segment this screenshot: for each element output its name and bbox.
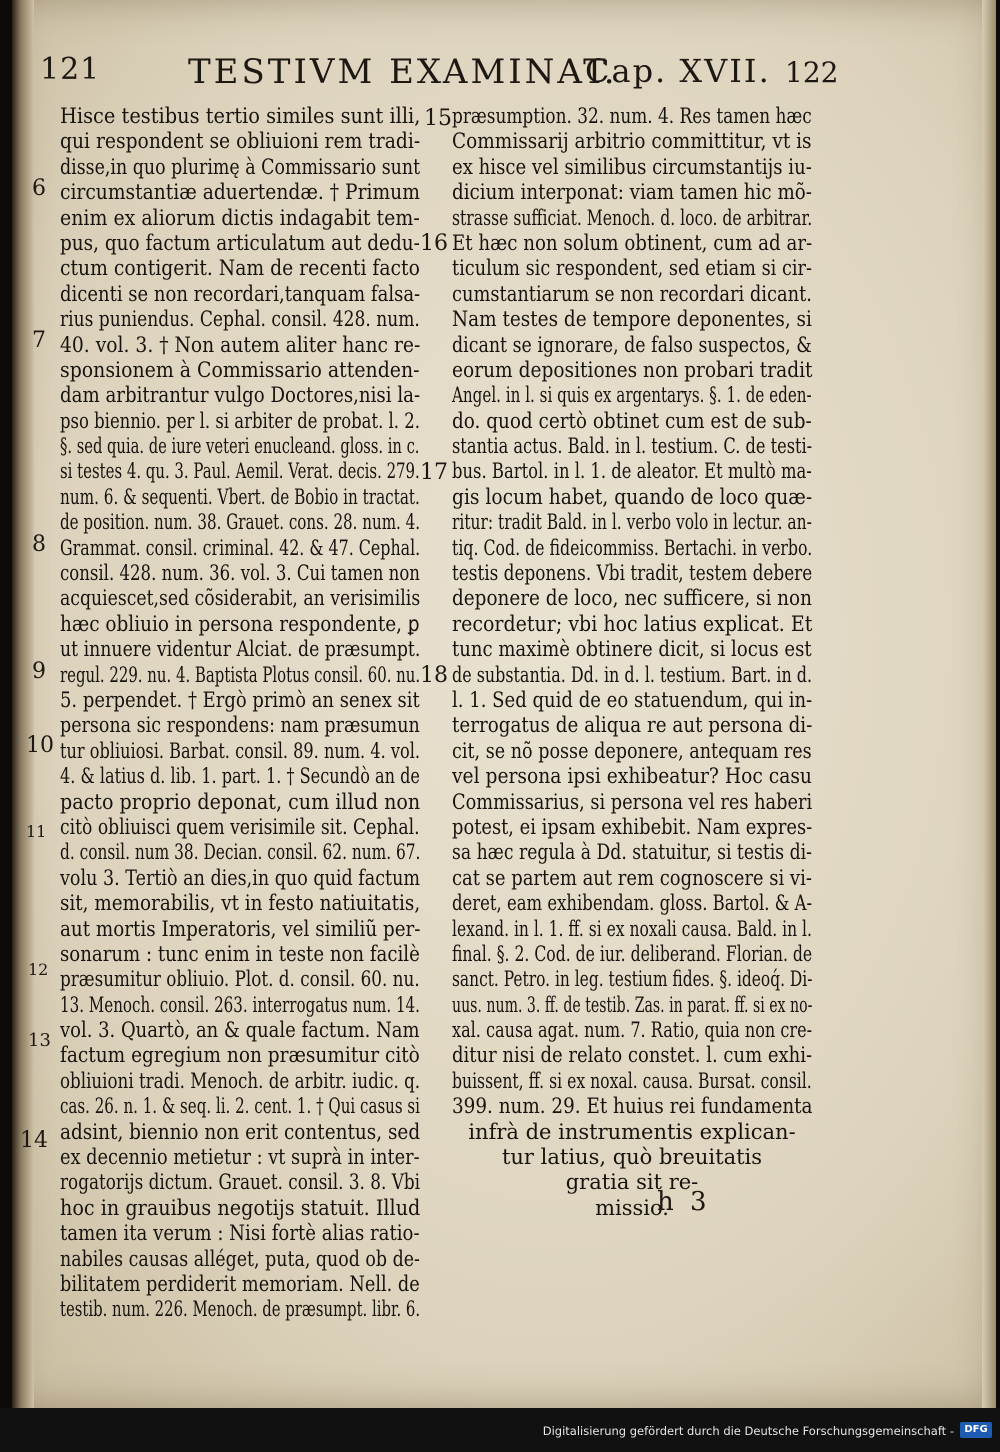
text-line: factum egregium non præsumitur citò — [60, 1043, 420, 1068]
text-line: l. 1. Sed quid de eo statuendum, qui in- — [452, 687, 813, 712]
text-line: præsumitur obliuio. Plot. d. consil. 60. nu. — [60, 967, 420, 992]
text-line: aut mortis Imperatoris, vel similiũ per- — [60, 916, 421, 941]
binding-edge — [12, 0, 34, 1408]
text-line: vel persona ipsi exhibeatur? Hoc casu — [452, 764, 812, 789]
text-line: 13. Menoch. consil. 263. interrogatus num. 14. — [60, 992, 420, 1017]
text-line: rogatorijs dictum. Grauet. consil. 3. 8. Vbi — [60, 1170, 421, 1195]
text-line: circumstantiæ aduertendæ. † Primum — [60, 180, 420, 205]
text-line: Commissarij arbitrio committitur, vt is — [452, 129, 812, 154]
margin-number: 15 — [424, 106, 452, 131]
text-line: ticulum sic respondent, sed etiam si cir- — [452, 256, 813, 281]
text-line: deret, eam exhibendam. gloss. Bartol. & A- — [452, 891, 813, 916]
text-line: recordetur; vbi hoc latius explicat. Et — [452, 611, 813, 636]
margin-number: 16 — [420, 231, 448, 256]
text-line: xal. causa agat. num. 7. Ratio, quia non cre- — [452, 1018, 813, 1043]
text-line: sit, memorabilis, vt in festo natiuitatis, — [60, 891, 421, 916]
text-line: Et hæc non solum obtinent, cum ad ar- — [452, 230, 813, 255]
margin-number: 6 — [32, 176, 46, 201]
text-line: uus. num. 3. ff. de testib. Zas. in parat. ff. si ex no- — [452, 992, 813, 1017]
text-line: gratia sit re- — [565, 1170, 699, 1195]
text-line: dam arbitrantur vulgo Doctores,nisi la- — [60, 383, 421, 408]
text-line: final. §. 2. Cod. de iur. deliberand. Florian. de — [452, 941, 813, 966]
text-line: adsint, biennio non erit contentus, sed — [60, 1119, 421, 1144]
text-line: ritur: tradit Bald. in l. verbo volo in lectur. an- — [452, 510, 812, 535]
text-line: num. 6. & sequenti. Vbert. de Bobio in tractat. — [60, 484, 420, 509]
margin-number: 17 — [420, 460, 448, 485]
text-line: tur obliuiosi. Barbat. consil. 89. num. 4. vol. — [60, 738, 421, 763]
text-line: dicium interponat: viam tamen hic mõ- — [452, 180, 812, 205]
margin-number: 7 — [32, 328, 46, 353]
text-line: de substantia. Dd. in d. l. testium. Bart. in d. — [452, 662, 813, 687]
text-line: sanct. Petro. in leg. testium fides. §. ideoq́. Di- — [452, 967, 813, 992]
text-line: citò obliuisci quem verisimile sit. Cephal. — [60, 814, 420, 839]
text-line: buissent, ff. si ex noxal. causa. Bursat. consil. — [452, 1068, 812, 1093]
text-line: 4. & latius d. lib. 1. part. 1. † Secundò an de — [60, 764, 420, 789]
page-number-left: 121 — [40, 52, 101, 87]
text-line: tur latius, quò breuitatis — [501, 1145, 763, 1170]
text-line: præsumption. 32. num. 4. Res tamen hæc — [452, 104, 812, 128]
text-line: cumstantiarum se non recordari dicant. — [452, 281, 812, 306]
text-line: pacto proprio deponat, cum illud non — [60, 789, 421, 814]
text-line: bilitatem perdiderit memoriam. Nell. de — [60, 1271, 420, 1296]
text-line: ctum contigerit. Nam de recenti facto — [60, 256, 420, 281]
text-line: vol. 3. Quartò, an & quale factum. Nam — [60, 1018, 420, 1043]
text-line: Commissarius, si persona vel res haberi — [452, 789, 813, 814]
text-line: pso biennio. per l. si arbiter de probat. l. 2. — [60, 408, 420, 433]
text-line: ex decennio metietur : vt suprà in inter- — [60, 1145, 420, 1170]
page-number-right: 122 — [785, 56, 839, 89]
text-line: potest, ei ipsam exhibebit. Nam expres- — [452, 814, 813, 839]
text-line: qui respondent se obliuioni rem tradi- — [60, 129, 421, 154]
text-line: 399. num. 29. Et huius rei fundamenta — [452, 1094, 813, 1119]
text-line: persona sic respondens: nam præsumun — [60, 713, 420, 738]
text-line: tiq. Cod. de fideicommiss. Bertachi. in verbo. — [452, 535, 813, 560]
text-line: obliuioni tradi. Menoch. de arbitr. iudic. q. — [60, 1068, 421, 1093]
text-line: d. consil. num 38. Decian. consil. 62. num. 67. — [60, 840, 421, 865]
text-line: bus. Bartol. in l. 1. de aleator. Et multò ma- — [452, 459, 812, 484]
text-line: §. sed quia. de iure veteri enucleand. gloss. in c. — [60, 434, 420, 459]
text-line: si testes 4. qu. 3. Paul. Aemil. Verat. decis. 279. — [60, 459, 420, 484]
text-line: cat se partem aut rem cognoscere si vi- — [452, 865, 812, 890]
margin-number: 12 — [28, 960, 49, 979]
left-text-column — [60, 104, 420, 1323]
text-line: 40. vol. 3. † Non autem aliter hanc re- — [60, 332, 421, 357]
text-line: Hisce testibus tertio similes sunt illi, — [60, 104, 421, 128]
text-line: terrogatus de aliqua re aut persona di- — [452, 713, 813, 738]
text-line: testis deponens. Vbi tradit, testem debere — [452, 561, 813, 586]
running-title: TESTIVM EXAMINAT. — [188, 52, 618, 92]
text-line: lexand. in l. 1. ff. si ex noxali causa. Bald. in l. — [452, 916, 812, 941]
text-line: tunc maximè obtinere dicit, si locus est — [452, 637, 812, 662]
chapter-label: Cap. XVII. — [585, 52, 771, 90]
text-line: cas. 26. n. 1. & seq. li. 2. cent. 1. † Qui casus si — [60, 1094, 420, 1119]
text-line: infrà de instrumentis explican- — [468, 1119, 796, 1144]
margin-number: 8 — [32, 532, 46, 557]
digitization-footer — [0, 1408, 1000, 1452]
text-line: gis locum habet, quando de loco quæ- — [452, 484, 813, 509]
right-text-column — [452, 104, 812, 1221]
text-line: cit, se nõ posse deponere, antequam res — [452, 738, 812, 763]
text-line: hoc in grauibus negotijs statuit. Illud — [60, 1195, 421, 1220]
text-line: 5. perpendet. † Ergò primò an senex sit — [60, 687, 420, 712]
text-line: ut innuere videntur Alciat. de præsumpt. — [60, 637, 421, 662]
text-line: disse,in quo plurimę à Commissario sunt — [60, 154, 421, 179]
text-line: Nam testes de tempore deponentes, si — [452, 307, 812, 332]
text-line: regul. 229. nu. 4. Baptista Plotus consil. 60. nu. — [60, 662, 421, 687]
text-line: do. quod certò obtinet cum est de sub- — [452, 408, 812, 433]
book-page — [12, 0, 996, 1408]
text-line: hæc obliuio in persona respondente, ꝑ — [60, 611, 420, 636]
text-line: stantia actus. Bald. in l. testium. C. de testi- — [452, 434, 813, 459]
margin-number: 18 — [420, 663, 448, 688]
text-line: strasse sufficiat. Menoch. d. loco. de arbitrar. — [452, 205, 813, 230]
text-line: ex hisce vel similibus circumstantijs iu- — [452, 154, 812, 179]
text-line: sa hæc regula à Dd. statuitur, si testis di- — [452, 840, 812, 865]
text-line: consil. 428. num. 36. vol. 3. Cui tamen non — [60, 561, 420, 586]
text-line: missio. — [595, 1195, 669, 1220]
text-line: tamen ita verum : Nisi fortè alias ratio- — [60, 1221, 420, 1246]
text-line: pus, quo factum articulatum aut dedu- — [60, 230, 420, 255]
text-line: nabiles causas alléget, puta, quod ob de- — [60, 1246, 420, 1271]
margin-number: 11 — [26, 822, 47, 841]
text-line: sponsionem à Commissario attenden- — [60, 357, 420, 382]
text-line: volu 3. Tertiò an dies,in quo quid factum — [60, 865, 421, 890]
page-edge — [982, 0, 996, 1408]
text-line: dicant se ignorare, de falso suspectos, & — [452, 332, 812, 357]
signature-mark: h 3 — [657, 1187, 711, 1217]
text-line: sonarum : tunc enim in teste non facilè — [60, 941, 420, 966]
text-line: rius puniendus. Cephal. consil. 428. num. — [60, 307, 420, 332]
text-line: ditur nisi de relato constet. l. cum exhi- — [452, 1043, 813, 1068]
text-line: testib. num. 226. Menoch. de præsumpt. libr. 6. — [60, 1297, 421, 1322]
running-header — [40, 52, 839, 92]
text-line: de position. num. 38. Grauet. cons. 28. num. 4. — [60, 510, 421, 535]
dfg-logo: DFG — [960, 1422, 992, 1438]
text-line: acquiescet,sed cõsiderabit, an verisimilis — [60, 586, 421, 611]
footer-credit: Digitalisierung gefördert durch die Deutsche Forschungsgemeinschaft - — [542, 1424, 954, 1438]
text-line: dicenti se non recordari,tanquam falsa- — [60, 281, 421, 306]
text-line: Angel. in l. si quis ex argentarys. §. 1. de eden- — [452, 383, 812, 408]
margin-number: 9 — [32, 659, 46, 684]
text-line: eorum depositiones non probari tradit — [452, 357, 813, 382]
margin-number: 14 — [20, 1128, 48, 1153]
text-line: enim ex aliorum dictis indagabit tem- — [60, 205, 420, 230]
margin-number: 13 — [28, 1030, 51, 1051]
text-line: Grammat. consil. criminal. 42. & 47. Cephal. — [60, 535, 421, 560]
margin-number: 10 — [26, 733, 54, 758]
text-line: deponere de loco, nec sufficere, si non — [452, 586, 812, 611]
